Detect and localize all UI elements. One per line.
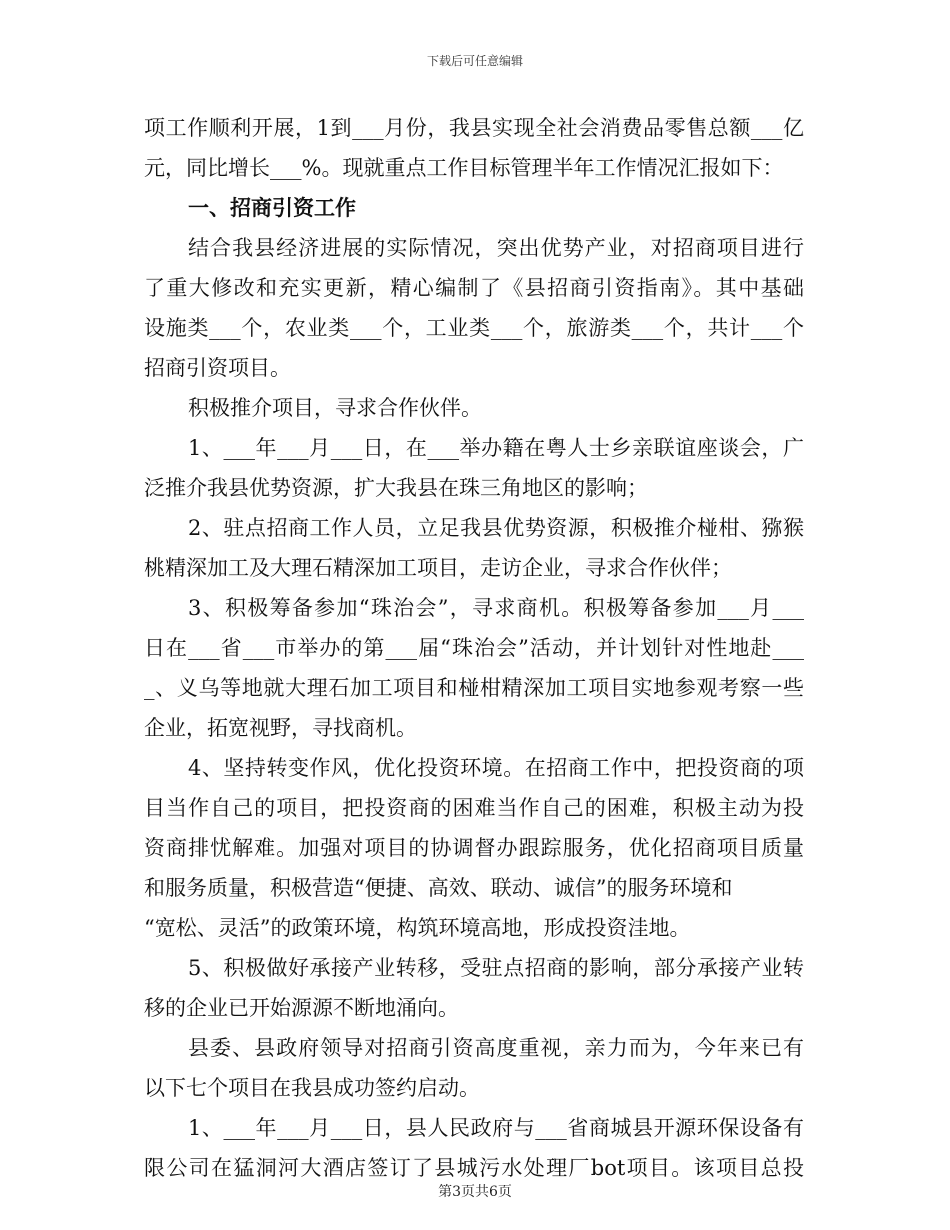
body-line: 资商排忧解难。加强对项目的协调督办跟踪服务，优化招商项目质量	[144, 836, 804, 860]
document-body	[144, 108, 804, 1188]
body-line: 桃精深加工及大理石精深加工项目，走访企业，寻求合作伙伴；	[144, 556, 732, 580]
page-number-footer: 第3页共6页	[438, 1184, 512, 1200]
body-line: 1、___年___月___日，县人民政府与___省商城县开源环保设备有	[188, 1116, 804, 1140]
body-line: 项工作顺利开展，1到___月份，我县实现全社会消费品零售总额___亿	[144, 116, 804, 140]
body-line: 移的企业已开始源源不断地涌向。	[144, 996, 459, 1020]
page-header-note: 下载后可任意编辑	[426, 54, 523, 68]
body-line: 泛推介我县优势资源，扩大我县在珠三角地区的影响；	[144, 476, 648, 500]
body-line: “宽松、灵活”的政策环境，构筑环境高地，形成投资洼地。	[144, 916, 691, 940]
body-line: 设施类___个，农业类___个，工业类___个，旅游类___个，共计___个	[144, 316, 804, 340]
section-heading: 一、招商引资工作	[188, 195, 356, 220]
body-line: 和服务质量，积极营造“便捷、高效、联动、诚信”的服务环境和	[144, 876, 733, 900]
body-line: 1、___年___月___日，在___举办籍在粤人士乡亲联谊座谈会，广	[188, 436, 804, 460]
body-line: 4、坚持转变作风，优化投资环境。在招商工作中，把投资商的项	[188, 756, 804, 780]
body-line: 以下七个项目在我县成功签约启动。	[144, 1076, 480, 1100]
body-line: _、义乌等地就大理石加工项目和椪柑精深加工项目实地参观考察一些	[144, 676, 804, 700]
body-line: 了重大修改和充实更新，精心编制了《县招商引资指南》。其中基础	[144, 276, 804, 300]
body-line: 2、驻点招商工作人员，立足我县优势资源，积极推介椪柑、猕猴	[188, 516, 804, 540]
body-line: 招商引资项目。	[144, 356, 291, 380]
body-line: 元，同比增长___%。现就重点工作目标管理半年工作情况汇报如下：	[144, 156, 784, 180]
body-line: 5、积极做好承接产业转移，受驻点招商的影响，部分承接产业转	[188, 956, 804, 980]
body-line: 3、积极筹备参加“珠治会”，寻求商机。积极筹备参加___月___	[188, 596, 804, 620]
body-line: 限公司在猛洞河大酒店签订了县城污水处理厂bot项目。该项目总投	[144, 1156, 804, 1180]
body-line: 积极推介项目，寻求合作伙伴。	[188, 396, 482, 420]
body-line: 目当作自己的项目，把投资商的困难当作自己的困难，积极主动为投	[144, 796, 804, 820]
body-line: 企业，拓宽视野，寻找商机。	[144, 716, 417, 740]
body-line: 日在___省___市举办的第___届“珠治会”活动，并计划针对性地赴___	[144, 636, 804, 660]
body-line: 县委、县政府领导对招商引资高度重视，亲力而为，今年来已有	[188, 1036, 804, 1060]
body-line: 结合我县经济进展的实际情况，突出优势产业，对招商项目进行	[188, 236, 804, 260]
